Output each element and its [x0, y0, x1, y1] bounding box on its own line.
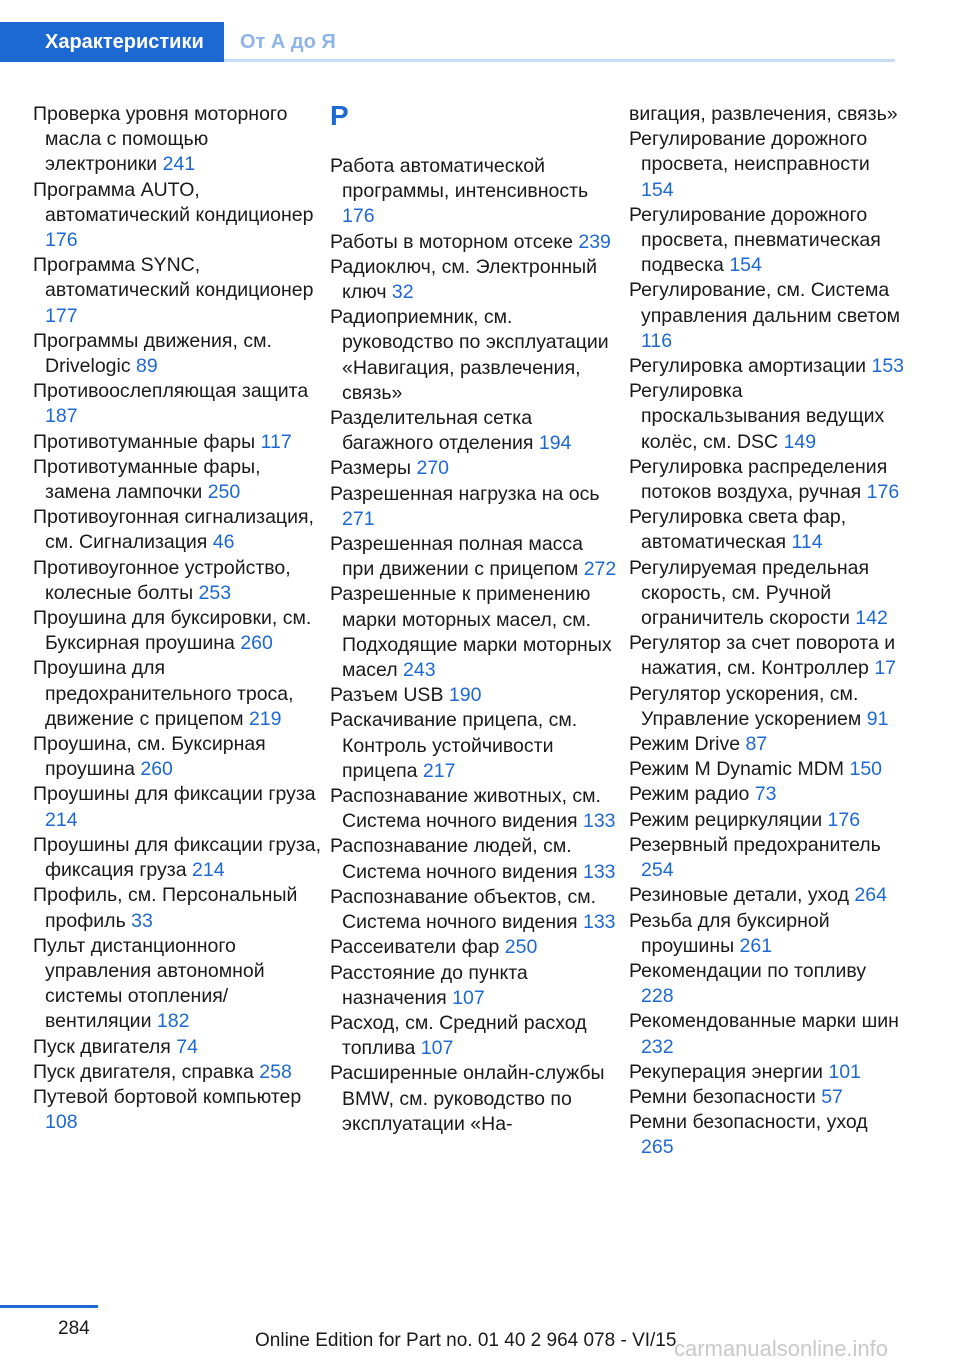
- index-entry: [33, 1085, 323, 1135]
- page-link[interactable]: 133: [582, 860, 616, 883]
- index-entry: [330, 784, 620, 834]
- page-link[interactable]: 153: [871, 355, 905, 378]
- entry-text: Резервный предохранитель: [629, 833, 881, 856]
- index-entry: [330, 1011, 620, 1061]
- entry-text: Режим M Dynamic MDM: [629, 758, 845, 781]
- entry-text: Проверка уровня моторного масла с помощью электроники: [33, 103, 288, 176]
- page-link[interactable]: 270: [416, 457, 450, 480]
- index-entry: [629, 379, 904, 455]
- entry-text: Проушины для фиксации груза: [33, 783, 316, 806]
- watermark: carmanualsonline.info: [674, 1336, 889, 1361]
- index-entry: [629, 909, 904, 959]
- index-entry: [33, 430, 323, 455]
- entry-text: Режим рециркуляции: [629, 808, 823, 831]
- entry-text: Радиоключ, см. Электронный ключ: [330, 255, 598, 304]
- entry-text: Программы движения, см. Drivelogic: [33, 329, 272, 378]
- index-entry: [629, 1009, 904, 1059]
- index-entry: [330, 532, 620, 582]
- section-letter: Р: [330, 100, 349, 131]
- entry-text: Распознавание людей, см. Система ночного видения: [330, 835, 578, 883]
- index-entry: [33, 732, 323, 782]
- entry-text: Регулятор за счет поворота и нажатия, см. Контроллер: [629, 632, 896, 680]
- tab-a-to-z[interactable]: От А до Я: [240, 31, 336, 53]
- entry-text: Программа AUTO, автоматический кондиционер: [33, 178, 314, 226]
- page-link[interactable]: 33: [131, 909, 153, 932]
- index-entry: [629, 732, 904, 757]
- page-link[interactable]: 219: [248, 707, 282, 730]
- index-entry: [33, 883, 323, 933]
- entry-text: Пульт дистанционного управления автономной системы отопления/вентиляции: [33, 934, 265, 1033]
- page-link[interactable]: 89: [136, 355, 158, 378]
- footer-accent-line: [0, 1305, 98, 1308]
- index-entry: [33, 556, 323, 606]
- page-link[interactable]: 108: [45, 1111, 78, 1134]
- page-link[interactable]: 176: [827, 808, 861, 831]
- page-link[interactable]: 149: [783, 430, 817, 453]
- index-entry: [330, 885, 620, 935]
- page-link[interactable]: 258: [259, 1060, 292, 1083]
- page-link[interactable]: 261: [739, 934, 773, 957]
- index-entry: [330, 582, 620, 683]
- index-entry: [629, 278, 904, 354]
- index-entry: [629, 682, 904, 732]
- page-header: [0, 0, 960, 62]
- entry-text: Пуск двигателя, справка: [33, 1060, 254, 1083]
- index-entry: [33, 102, 323, 178]
- entry-text: Проушины для фиксации груза, фиксация груза: [33, 833, 322, 882]
- entry-text: Размеры: [330, 457, 412, 480]
- index-entry: [33, 656, 323, 732]
- index-entry: [629, 883, 904, 908]
- page-link[interactable]: 254: [641, 859, 674, 882]
- index-entry: [330, 834, 620, 884]
- entry-text: Противотуманные фары, замена лампочки: [33, 455, 261, 504]
- page-link[interactable]: 176: [342, 205, 375, 228]
- index-entry: [33, 505, 323, 555]
- index-entry: [330, 482, 620, 532]
- index-entry: [629, 782, 904, 807]
- index-entry: [629, 127, 904, 203]
- index-entry: [33, 329, 323, 379]
- entry-text: Противоугонная сигнализация, см. Сигнализация: [33, 506, 314, 554]
- index-entry: [629, 455, 904, 505]
- page-link[interactable]: 194: [538, 432, 572, 455]
- entry-text: Регулирование дорожного просвета, пневматическая подвеска: [629, 203, 881, 277]
- entry-text: Противотуманные фары: [33, 430, 256, 453]
- entry-text: Путевой бортовой компьютер: [33, 1085, 302, 1108]
- entry-text: Регулирование дорожного просвета, неисправности: [629, 128, 870, 176]
- page-link[interactable]: 182: [156, 1010, 190, 1033]
- header-divider: [224, 59, 895, 62]
- entry-text: Резьба для буксирной проушины: [629, 909, 830, 957]
- entry-text: Разрешенная полная масса при движении с прицепом: [330, 533, 584, 581]
- index-entry: [33, 455, 323, 505]
- page-link[interactable]: 239: [578, 230, 611, 253]
- page-link[interactable]: 116: [641, 329, 673, 352]
- index-entry: [629, 203, 904, 279]
- index-entry: [629, 1110, 904, 1160]
- page-link[interactable]: 142: [855, 607, 888, 630]
- page-link[interactable]: 46: [212, 531, 235, 554]
- page-link[interactable]: 214: [45, 808, 78, 831]
- entry-text: Радиоприемник, см. руководство по эксплуатации «Навигация, развлечения, связь»: [330, 306, 609, 404]
- page-link[interactable]: 190: [448, 684, 482, 707]
- entry-text: Регулирование, см. Система управления дальним светом: [629, 279, 901, 327]
- index-entry: [629, 1085, 904, 1110]
- edition-text: Online Edition for Part no. 01 40 2 964 078 - VI/15: [255, 1330, 677, 1351]
- index-entry: [330, 1061, 620, 1137]
- index-entry: [33, 606, 323, 656]
- index-entry: [330, 305, 620, 406]
- entry-text: Противоугонное устройство, колесные болты: [33, 556, 291, 604]
- index-entry: [33, 379, 323, 429]
- index-entry: [629, 631, 904, 681]
- entry-text: Регулировка амортизации: [629, 355, 867, 378]
- entry-text: Проушина, см. Буксирная проушина: [33, 733, 266, 781]
- page-link[interactable]: 214: [192, 859, 225, 882]
- index-entry: [629, 102, 904, 127]
- page-link[interactable]: 176: [866, 481, 900, 504]
- entry-text: Рекуперация энергии: [629, 1060, 823, 1083]
- page-link[interactable]: 250: [207, 481, 241, 504]
- entry-text: Распознавание объектов, см. Система ночного видения: [330, 885, 597, 934]
- entry-text: Разъем USB: [330, 684, 444, 707]
- entry-text: Режим радио: [629, 783, 750, 806]
- entry-text: Разрешенная нагрузка на ось: [330, 482, 600, 505]
- entry-text: Регулировка света фар, автоматическая: [629, 506, 847, 554]
- page-number: 284: [58, 1318, 90, 1339]
- page-link[interactable]: 176: [45, 229, 78, 252]
- index-entry: [330, 683, 620, 708]
- index-entry: [330, 935, 620, 960]
- index-entry: [330, 255, 620, 305]
- page-link[interactable]: 74: [176, 1035, 198, 1058]
- page-link[interactable]: 150: [849, 758, 883, 781]
- entry-text: Регулируемая предельная скорость, см. Ручной ограничитель скорости: [629, 556, 870, 630]
- entry-text: Программа SYNC, автоматический кондиционер: [33, 254, 314, 302]
- page-link[interactable]: 32: [391, 281, 414, 304]
- index-entry: [629, 556, 904, 632]
- entry-text: Разрешенные к применению марки моторных масел, см. Подходящие марки моторных масел: [330, 583, 612, 682]
- index-column-1: [33, 102, 323, 1135]
- page-link[interactable]: 101: [828, 1060, 861, 1083]
- page-link[interactable]: 133: [582, 911, 616, 934]
- entry-text: Раскачивание прицепа, см. Контроль устойчивости прицепа: [330, 709, 578, 782]
- entry-text: Расход, см. Средний расход топлива: [330, 1011, 587, 1060]
- entry-text: Ремни безопасности, уход: [629, 1111, 868, 1134]
- page-link[interactable]: 253: [198, 581, 232, 604]
- index-entry: [33, 1060, 323, 1085]
- entry-text: Проушина для предохранительного троса, движение с прицепом: [33, 657, 294, 730]
- page-link[interactable]: 87: [745, 733, 768, 756]
- entry-text: Регулировка проскальзывания ведущих колёс, см. DSC: [629, 380, 885, 453]
- index-entry: [330, 154, 620, 230]
- index-entry: [33, 178, 323, 254]
- index-entry: [629, 1060, 904, 1085]
- page-link[interactable]: 271: [342, 507, 375, 530]
- tab-characteristics[interactable]: Характеристики: [0, 22, 224, 62]
- entry-text: Разделительная сетка багажного отделения: [330, 407, 534, 455]
- entry-text: Работы в моторном отсеке: [330, 230, 573, 253]
- page-link[interactable]: 187: [45, 405, 78, 428]
- page-link[interactable]: 73: [754, 783, 777, 806]
- index-entry: [330, 230, 620, 255]
- index-entry: [629, 354, 904, 379]
- index-entry: [33, 934, 323, 1035]
- page-link[interactable]: 57: [821, 1085, 843, 1108]
- page-link[interactable]: 91: [866, 707, 889, 730]
- index-entry: [33, 1035, 323, 1060]
- index-entry: [629, 808, 904, 833]
- page-link[interactable]: 228: [641, 985, 674, 1008]
- page-link[interactable]: 232: [641, 1035, 674, 1058]
- page-link[interactable]: 265: [641, 1136, 674, 1159]
- index-entry: [629, 757, 904, 782]
- page-link[interactable]: 114: [791, 531, 823, 554]
- entry-text: Регулировка распределения потоков воздуха, ручная: [629, 455, 888, 504]
- entry-text: Расстояние до пункта назначения: [330, 961, 528, 1009]
- index-column-2: [330, 102, 620, 1137]
- entry-text: Рекомендованные марки шин: [629, 1010, 899, 1033]
- page-link[interactable]: 243: [403, 659, 436, 682]
- index-entry: [330, 406, 620, 456]
- entry-text: Работа автоматической программы, интенсивность: [330, 155, 589, 203]
- page-link[interactable]: 250: [504, 936, 538, 959]
- entry-text: Рекомендации по топливу: [629, 959, 867, 982]
- page-link[interactable]: 241: [162, 153, 196, 176]
- entry-text: Проушина для буксировки, см. Буксирная проушина: [33, 607, 312, 655]
- page-link[interactable]: 272: [583, 558, 617, 581]
- entry-text: Режим Drive: [629, 733, 741, 756]
- index-entry: [629, 959, 904, 1009]
- page-link[interactable]: 107: [452, 986, 485, 1009]
- index-entry: [33, 833, 323, 883]
- index-entry: [629, 833, 904, 883]
- page-link[interactable]: 107: [420, 1037, 454, 1060]
- page-link[interactable]: 260: [140, 758, 173, 781]
- index-entry: [330, 961, 620, 1011]
- page-link[interactable]: 117: [260, 430, 292, 453]
- page-link[interactable]: 154: [729, 254, 762, 277]
- entry-text: Резиновые детали, уход: [629, 884, 849, 907]
- entry-text: Распознавание животных, см. Система ночного видения: [330, 785, 601, 833]
- index-entry: [330, 708, 620, 784]
- index-entry: [330, 456, 620, 481]
- entry-text: Пуск двигателя: [33, 1035, 171, 1058]
- index-entry: [33, 782, 323, 832]
- page-link[interactable]: 264: [854, 884, 887, 907]
- entry-text: Расширенные онлайн-службы BMW, см. руководство по эксплуатации «На-: [330, 1062, 605, 1135]
- entry-text: Рассеиватели фар: [330, 936, 500, 959]
- entry-text: Регулятор ускорения, см. Управление ускорением: [629, 682, 862, 730]
- page-link[interactable]: 17: [874, 657, 897, 680]
- page-link[interactable]: 177: [45, 304, 78, 327]
- page-link[interactable]: 133: [582, 810, 616, 833]
- index-entry: [33, 253, 323, 329]
- page-link[interactable]: 154: [641, 178, 674, 201]
- page-link[interactable]: 217: [422, 759, 456, 782]
- entry-text: Профиль, см. Персональный профиль: [33, 884, 298, 932]
- entry-text: Противоослепляющая защита: [33, 380, 309, 403]
- index-column-3: [629, 102, 904, 1161]
- index-entry: [629, 505, 904, 555]
- entry-text: вигация, развлечения, связь»: [629, 103, 898, 125]
- page-link[interactable]: 260: [240, 632, 273, 655]
- entry-text: Ремни безопасности: [629, 1085, 816, 1108]
